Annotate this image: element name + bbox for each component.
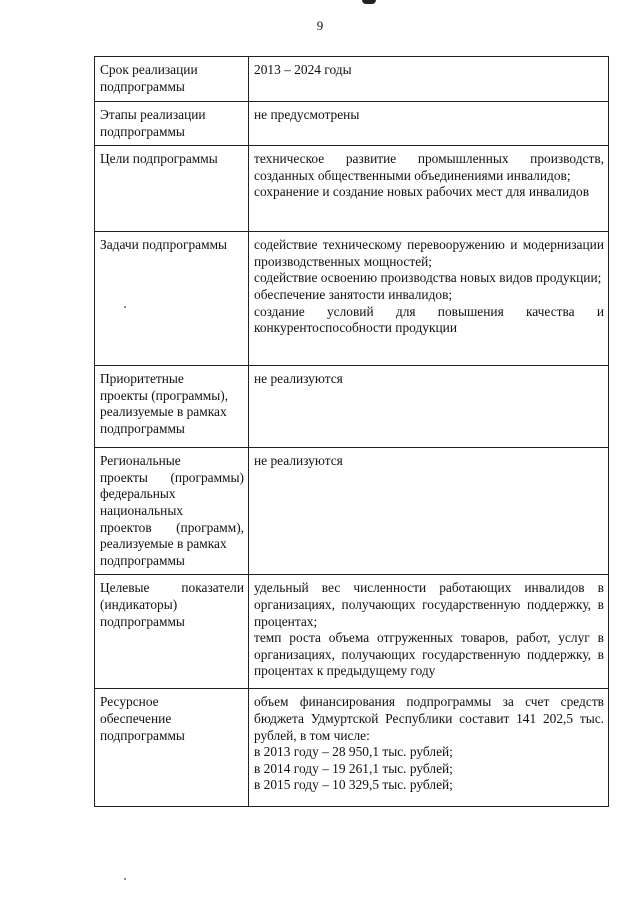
row-regional-projects bbox=[95, 448, 609, 575]
row-label bbox=[95, 102, 249, 146]
label-line: (индикаторы) bbox=[100, 596, 178, 612]
row-label bbox=[95, 575, 249, 689]
row-resources bbox=[95, 689, 609, 807]
row-value bbox=[249, 575, 609, 689]
scan-speck bbox=[124, 878, 126, 880]
value-line: 2013 – 2024 годы bbox=[254, 62, 352, 77]
value-line: не предусмотрены bbox=[254, 107, 360, 122]
row-value bbox=[249, 102, 609, 146]
label-line: Приоритетные bbox=[100, 371, 184, 387]
label-line: национальных bbox=[100, 502, 184, 518]
value-line: в 2015 году – 10 329,5 тыс. рублей; bbox=[254, 777, 453, 793]
label-line: подпрограммы bbox=[100, 552, 185, 568]
value-line: в 2014 году – 19 261,1 тыс. рублей; bbox=[254, 760, 453, 776]
label-line: реализуемые в рамках bbox=[100, 404, 227, 420]
row-label bbox=[95, 448, 249, 575]
value-line: не реализуются bbox=[254, 371, 343, 387]
row-value bbox=[249, 146, 609, 232]
subprogram-passport-table bbox=[94, 56, 609, 807]
page-number: 9 bbox=[316, 18, 324, 33]
label-line: обеспечение bbox=[100, 710, 172, 726]
row-implementation-period bbox=[95, 57, 609, 102]
value-line: сохранение и создание новых рабочих мест для инвалидов bbox=[254, 184, 590, 200]
value-line: объем финансирования подпрограммы за счет средств бюджета Удмуртской Республики составит 141 202,5 тыс. рублей, в том числе: bbox=[254, 694, 604, 743]
value-line: обеспечение занятости инвалидов; bbox=[254, 286, 453, 302]
value-line: создание условий для повышения качества и конкурентоспособности продукции bbox=[254, 303, 604, 336]
row-label bbox=[95, 57, 249, 102]
row-tasks bbox=[95, 232, 609, 366]
label-line: подпрограммы bbox=[100, 613, 185, 629]
row-value bbox=[249, 448, 609, 575]
row-target-indicators bbox=[95, 575, 609, 689]
row-label bbox=[95, 232, 249, 366]
value-line: удельный вес численности работающих инвалидов в организациях, получающих государственную поддержку, в процентах; bbox=[254, 580, 604, 629]
label-line: федеральных bbox=[100, 486, 176, 502]
value-line: содействие техническому перевооружению и модернизации производственных мощностей; bbox=[254, 237, 604, 269]
binding-mark bbox=[362, 0, 376, 4]
label-line: Региональные bbox=[100, 453, 181, 469]
label-line: проекты (программы) bbox=[100, 469, 244, 485]
label-line: Ресурсное bbox=[100, 694, 159, 710]
row-goals bbox=[95, 146, 609, 232]
label-line: Задачи подпрограммы bbox=[100, 237, 228, 253]
label-line: подпрограммы bbox=[100, 420, 185, 436]
label-line: Цели подпрограммы bbox=[100, 151, 218, 167]
row-value bbox=[249, 57, 609, 102]
row-stages bbox=[95, 102, 609, 146]
row-label bbox=[95, 146, 249, 232]
label-line: проектов (программ), bbox=[100, 519, 244, 535]
value-line: не реализуются bbox=[254, 453, 343, 469]
label-line: реализуемые в рамках bbox=[100, 536, 227, 552]
row-value bbox=[249, 689, 609, 807]
value-line: содействие освоению производства новых видов продукции; bbox=[254, 270, 602, 286]
row-priority-projects bbox=[95, 366, 609, 448]
label-line: Целевые показатели bbox=[100, 580, 244, 596]
label-line: проекты (программы), bbox=[100, 387, 229, 403]
label-line: Этапы реализации bbox=[100, 107, 206, 122]
row-value bbox=[249, 366, 609, 448]
label-line: Срок реализации bbox=[100, 62, 198, 77]
label-line: подпрограммы bbox=[100, 123, 185, 139]
row-value bbox=[249, 232, 609, 366]
value-line: в 2013 году – 28 950,1 тыс. рублей; bbox=[254, 744, 453, 760]
label-line: подпрограммы bbox=[100, 727, 185, 743]
label-line: подпрограммы bbox=[100, 78, 185, 94]
value-line: техническое развитие промышленных производств, созданных общественными объединениями инвалидов; bbox=[254, 151, 604, 183]
row-label bbox=[95, 689, 249, 807]
scan-speck bbox=[124, 306, 126, 308]
row-label bbox=[95, 366, 249, 448]
value-line: темп роста объема отгруженных товаров, работ, услуг в организациях, получающих государственную поддержку, в процентах к предыдущему году bbox=[254, 630, 604, 679]
